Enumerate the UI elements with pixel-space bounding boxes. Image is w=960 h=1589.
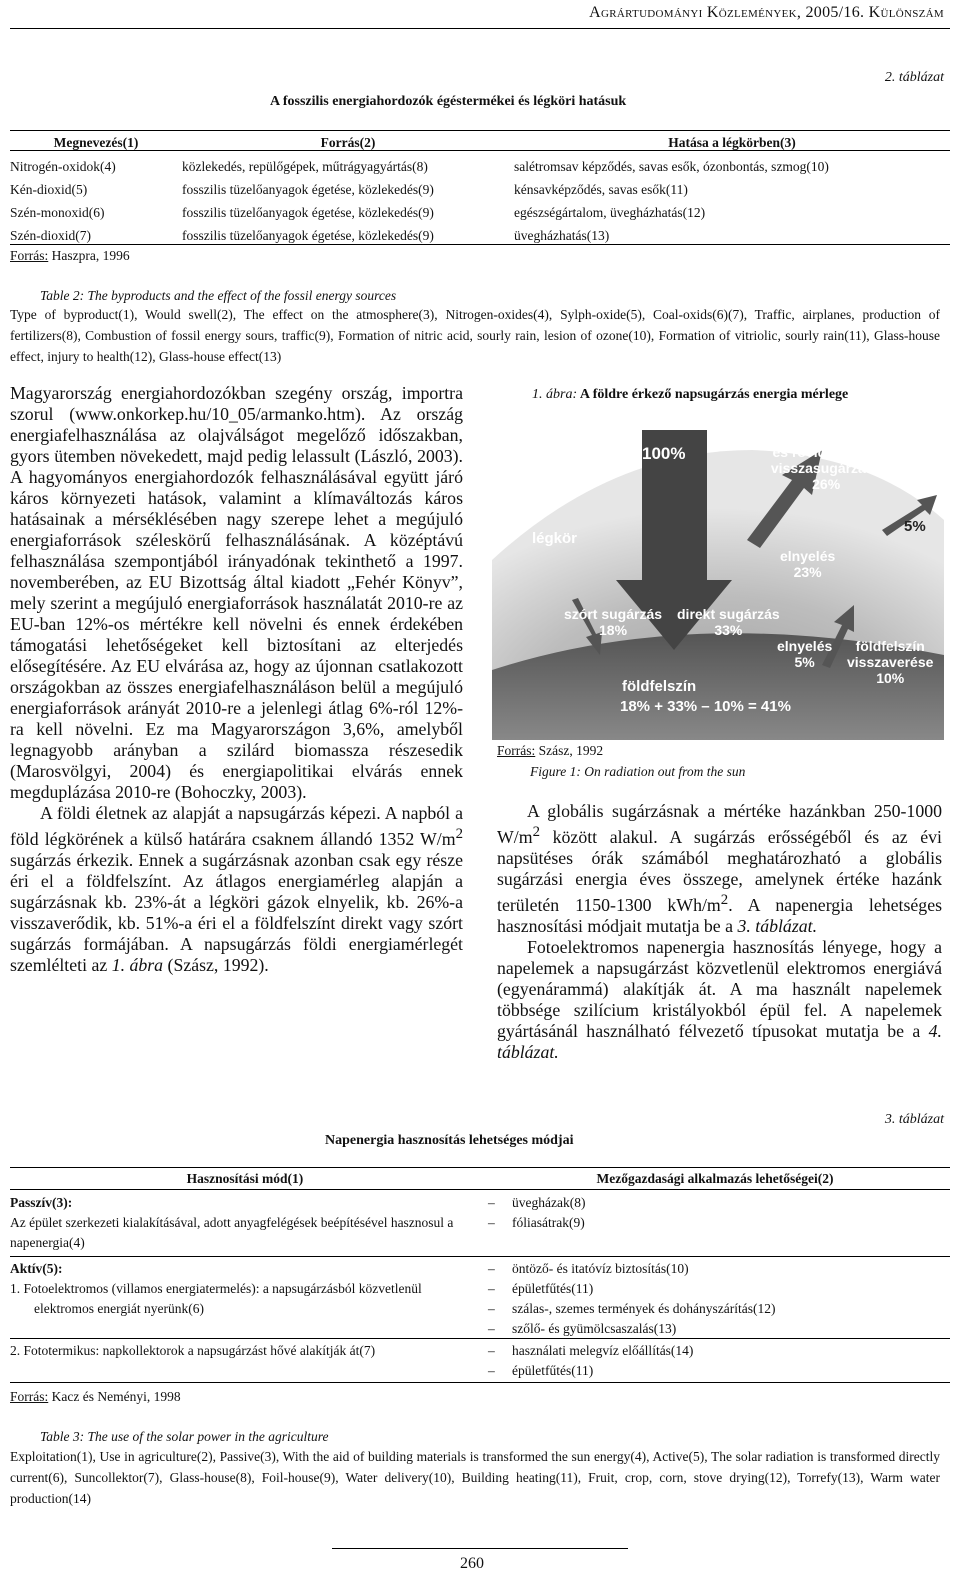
- label-surface-reflect: [847, 638, 933, 686]
- table3-header: Mezőgazdasági alkalmazás lehetőségei(2): [596, 1171, 834, 1186]
- left-column: [10, 383, 463, 976]
- text-run: Fotoelektromos napenergia hasznosítás lényege, hogy a napelemek a napsugárzást közvetlenül elektromos energiává (egyenárammá) alakítják át. A ma használt napelemek többsége szilícium kristályokból épül fel. A napelemek gyártásánál használható félvezető típusokat mutatja be a: [497, 936, 942, 1041]
- active-label: Aktív(5):: [10, 1261, 63, 1276]
- table2-caption-en: Table 2: The byproducts and the effect of the fossil energy sources: [40, 288, 397, 303]
- table3-active-cell: [10, 1259, 460, 1319]
- label-line: légkör visszaverése: [760, 428, 893, 444]
- list-item: – fóliasátrak(9): [484, 1213, 944, 1233]
- text-run: A földi életnek az alapját a napsugárzás képezi. A napból a föld légkörének a külső határára csaknem állandó 1352 W/m: [10, 803, 463, 849]
- table3-header: Hasznosítási mód(1): [186, 1171, 304, 1186]
- table-cell: salétromsav képződés, savas esők, ózonbontás, szmog(10): [514, 158, 829, 174]
- table3-active1-uses: [484, 1259, 944, 1339]
- list-item: – épületfűtés(11): [484, 1279, 944, 1299]
- table2-number: 2. táblázat: [884, 70, 944, 85]
- source-label: Forrás:: [497, 743, 536, 758]
- table2-title: A fosszilis energiahordozók égéstermékei és légköri hatásuk: [270, 94, 627, 109]
- table2: [10, 131, 950, 247]
- list-item: – szőlő- és gyümölcsaszalás(13): [484, 1319, 944, 1339]
- table3-active2-uses: [484, 1341, 944, 1381]
- source-label: Forrás:: [10, 1389, 49, 1404]
- table-cell: üvegházhatás(13): [514, 227, 610, 243]
- table-row: [10, 155, 950, 178]
- label-line: 23%: [793, 564, 822, 580]
- table3-number: 3. táblázat: [884, 1112, 944, 1127]
- passive-label: Passzív(3):: [10, 1195, 73, 1210]
- label-line: visszaverése: [847, 654, 934, 670]
- figure1-number: 1. ábra:: [532, 387, 578, 402]
- list-item: – öntöző- és itatóvíz biztosítás(10): [484, 1259, 944, 1279]
- page-number: 260: [460, 1555, 484, 1572]
- table2-source: [10, 248, 130, 264]
- table-cell: fosszilis tüzelőanyagok égetése, közlekedés(9): [182, 204, 434, 220]
- label-reflect: [760, 428, 892, 492]
- text-run: A globális sugárzásnak a mértéke hazánkban 250-1000 W/m: [497, 801, 942, 847]
- table-cell: fosszilis tüzelőanyagok égetése, közlekedés(9): [182, 227, 434, 243]
- paragraph: [10, 803, 463, 976]
- table-row: [10, 224, 950, 247]
- label-line: direkt sugárzás: [677, 606, 780, 622]
- list-item: – üvegházak(8): [484, 1193, 944, 1213]
- active-1-desc: 1. Fotoelektromos (villamos energiatermelés): a napsugárzásból közvetlenül elektromos energiát nyerünk(6): [10, 1281, 422, 1316]
- table2-header-row: [10, 131, 950, 155]
- text-run: sugárzás érkezik. Ennek a sugárzásnak azonban csak egy része éri el a földfelszínt. Az átlagos energiamérleg alapján a sugárzásnak kb. 23%-át a légköri gázok elnyelik, kb. 26%-a visszaverődik, kb. 51%-a éri el a földfelszínt direkt vagy szórt sugárzás formájában. A napsugárzás földi energiamérlegét szemlélteti az: [10, 849, 463, 975]
- table3-active2-desc: 2. Fototermikus: napkollektorok a napsugárzást hővé alakítják át(7): [10, 1343, 376, 1358]
- label-line: szórt sugárzás: [564, 606, 663, 622]
- superscript: 2: [455, 826, 463, 842]
- label-line: földfelszín: [855, 638, 925, 654]
- list-item: – szálas-, szemes termények és dohányszárítás(12): [484, 1299, 944, 1319]
- table3-header-rule: [10, 1189, 950, 1190]
- label-line: 26%: [812, 476, 841, 492]
- text-run: között alakul. A sugárzás erősségéből és az évi napsütéses órák számából meghatározható a globális sugárzási energia éves összege, amelynek értéke hazánk területén 1150-1300 kWh/m: [497, 826, 942, 915]
- label-line: 10%: [876, 670, 905, 686]
- figure1-source: [497, 743, 603, 759]
- figure1-caption-en: Figure 1: On radiation out from the sun: [530, 764, 746, 779]
- superscript: 2: [532, 824, 540, 840]
- table3-desc-en: Exploitation(1), Use in agriculture(2), Passive(3), With the aid of building materials is transformed the sun energy(4), Active(5), The solar radiation is transformed directly current(6), Suncollektor(7), Glass-house(8), Foil-house(9), Water delivery(10), Building heating(11), Fruit, crop, corn, stove drying(12), Torrefy(13), Warm water production(14): [10, 1449, 940, 1506]
- passive-desc: Az épület szerkezeti kialakításával, adott anyagfelégések beépítésével hasznosul a napenergia(4): [10, 1215, 454, 1250]
- label-atmosphere: légkör: [532, 530, 578, 547]
- source-text: Haszpra, 1996: [48, 248, 130, 263]
- table-row: [10, 178, 950, 201]
- table3-source: [10, 1389, 181, 1405]
- table-cell: közlekedés, repülőgépek, műtrágyagyártás(8): [182, 158, 428, 174]
- table3-bottom-rule: [10, 1382, 950, 1383]
- table2-header: Megnevezés(1): [53, 135, 139, 150]
- label-absorb2: [777, 638, 832, 670]
- figure-ref: 1. ábra: [111, 954, 164, 975]
- table3-passive-uses: [484, 1193, 944, 1233]
- text-run: (Szász, 1992).: [163, 954, 269, 975]
- figure1: [492, 410, 944, 740]
- footer-rule: [332, 1548, 628, 1549]
- source-text: Szász, 1992: [535, 743, 604, 758]
- table2-header: Forrás(2): [320, 135, 376, 150]
- source-label: Forrás:: [10, 248, 49, 263]
- table-cell: Szén-monoxid(6): [10, 204, 105, 220]
- table-cell: Nitrogén-oxidok(4): [10, 158, 116, 174]
- label-line: és rövidhullámú: [772, 444, 880, 460]
- table2-desc-en: Type of byproduct(1), Would swell(2), The effect on the atmosphere(3), Nitrogen-oxides(4), Sylph-oxide(5), Coal-oxids(6)(7), Traffic, airplanes, production of fertilizers(8), Combustion of fossil energy sours, traffic(9), Formation of nitric acid, sourly rain, lesion of ozone(10), Formation of vitriolic, sourly rain(11), Glass-house effect, injury to health(12), Glass-house effect(13): [10, 307, 940, 364]
- superscript: 2: [720, 891, 729, 908]
- list-item: – épületfűtés(11): [484, 1361, 944, 1381]
- label-line: 18%: [599, 622, 628, 638]
- label-equation: 18% + 33% – 10% = 41%: [620, 698, 791, 715]
- list-item: – használati melegvíz előállítás(14): [484, 1341, 944, 1361]
- source-text: Kacz és Neményi, 1998: [48, 1389, 181, 1404]
- label-line: elnyelés: [780, 548, 836, 564]
- table-row: [10, 201, 950, 224]
- label-5-top: 5%: [904, 518, 926, 535]
- table3-top-rule: [10, 1167, 950, 1168]
- figure1-title: A földre érkező napsugárzás energia mérlege: [577, 387, 849, 402]
- figure1-caption: [532, 387, 848, 403]
- table3-rule-passive: [10, 1256, 950, 1257]
- table-cell: kénsavképződés, savas esők(11): [514, 181, 688, 197]
- label-line: 33%: [714, 622, 743, 638]
- paragraph: [497, 801, 942, 937]
- table-cell: Szén-dioxid(7): [10, 227, 91, 243]
- paragraph: [497, 937, 942, 1063]
- header-rule: [10, 28, 950, 29]
- label-absorb: [780, 548, 835, 580]
- label-line: 5%: [794, 654, 815, 670]
- table3-passive-cell: [10, 1193, 460, 1253]
- table-cell: egészségártalom, üvegházhatás(12): [514, 204, 706, 220]
- table-ref: 3. táblázat.: [737, 915, 818, 936]
- label-line: elnyelés: [777, 638, 833, 654]
- table3-caption-en: Table 3: The use of the solar power in the agriculture: [40, 1429, 329, 1444]
- running-head: Agrártudományi Közlemények, 2005/16. Különszám: [589, 4, 944, 21]
- table2-header: Hatása a légkörben(3): [668, 135, 796, 150]
- label-surface: földfelszín: [622, 678, 697, 695]
- table3-title: Napenergia hasznosítás lehetséges módjai: [325, 1133, 574, 1148]
- paragraph: Magyarország energiahordozókban szegény ország, importra szorul (www.onkorkep.hu/10_05/armanko.htm). Az ország energiafelhasználása az olajválságot megelőző időszakban, gyors ütemben növekedett, majd pedig lelassult (László, 2003). A hagyományos energiahordozók felhasználásával együtt járó káros környezeti hatások, valamint a klímaváltozás káros hatásainak a mérséklésében nagy szerepe lehet a megújuló energiaforrások széleskörű felhasználásának. A középtávú felhasználása szempontjából irányadónak tekinthető a 1997. novemberében, az EU Bizottság által kiadott „Fehér Könyv”, mely szerint a megújuló energiaforrások használatát 2010-re az EU-ban 12%-os mértékre kell növelni és ennek érdekében támogatási lehetőségeket kell biztosítani az elterjedés elősegítésére. Az EU elvárása az, hogy az újonnan csatlakozott országokban az összes energiafelhasználáson belül a megújuló energiaforrások arányát 2010-re a jelenlegi átlag 6%-ról 12%-ra kell növelni. Ez ma Magyarországon 3,6%, amelyből legnagyobb arányban a szilárd biomassza részesedik (Marosvölgyi, 2004) és energiapolitikai elvárás ennek megduplázása 2010-re (Bohoczky, 2003).: [10, 383, 463, 802]
- label-100: 100%: [642, 444, 686, 463]
- table-cell: Kén-dioxid(5): [10, 181, 88, 197]
- table-cell: fosszilis tüzelőanyagok égetése, közlekedés(9): [182, 181, 434, 197]
- table-ref: 4. táblázat.: [497, 1020, 942, 1062]
- label-line: visszasugárzása: [770, 460, 882, 476]
- label-direct: [677, 606, 780, 638]
- right-column: [497, 801, 942, 1063]
- label-diffuse: [564, 606, 662, 638]
- text-run: . A napenergia lehetséges hasznosítási módjait mutatja be a: [497, 894, 943, 936]
